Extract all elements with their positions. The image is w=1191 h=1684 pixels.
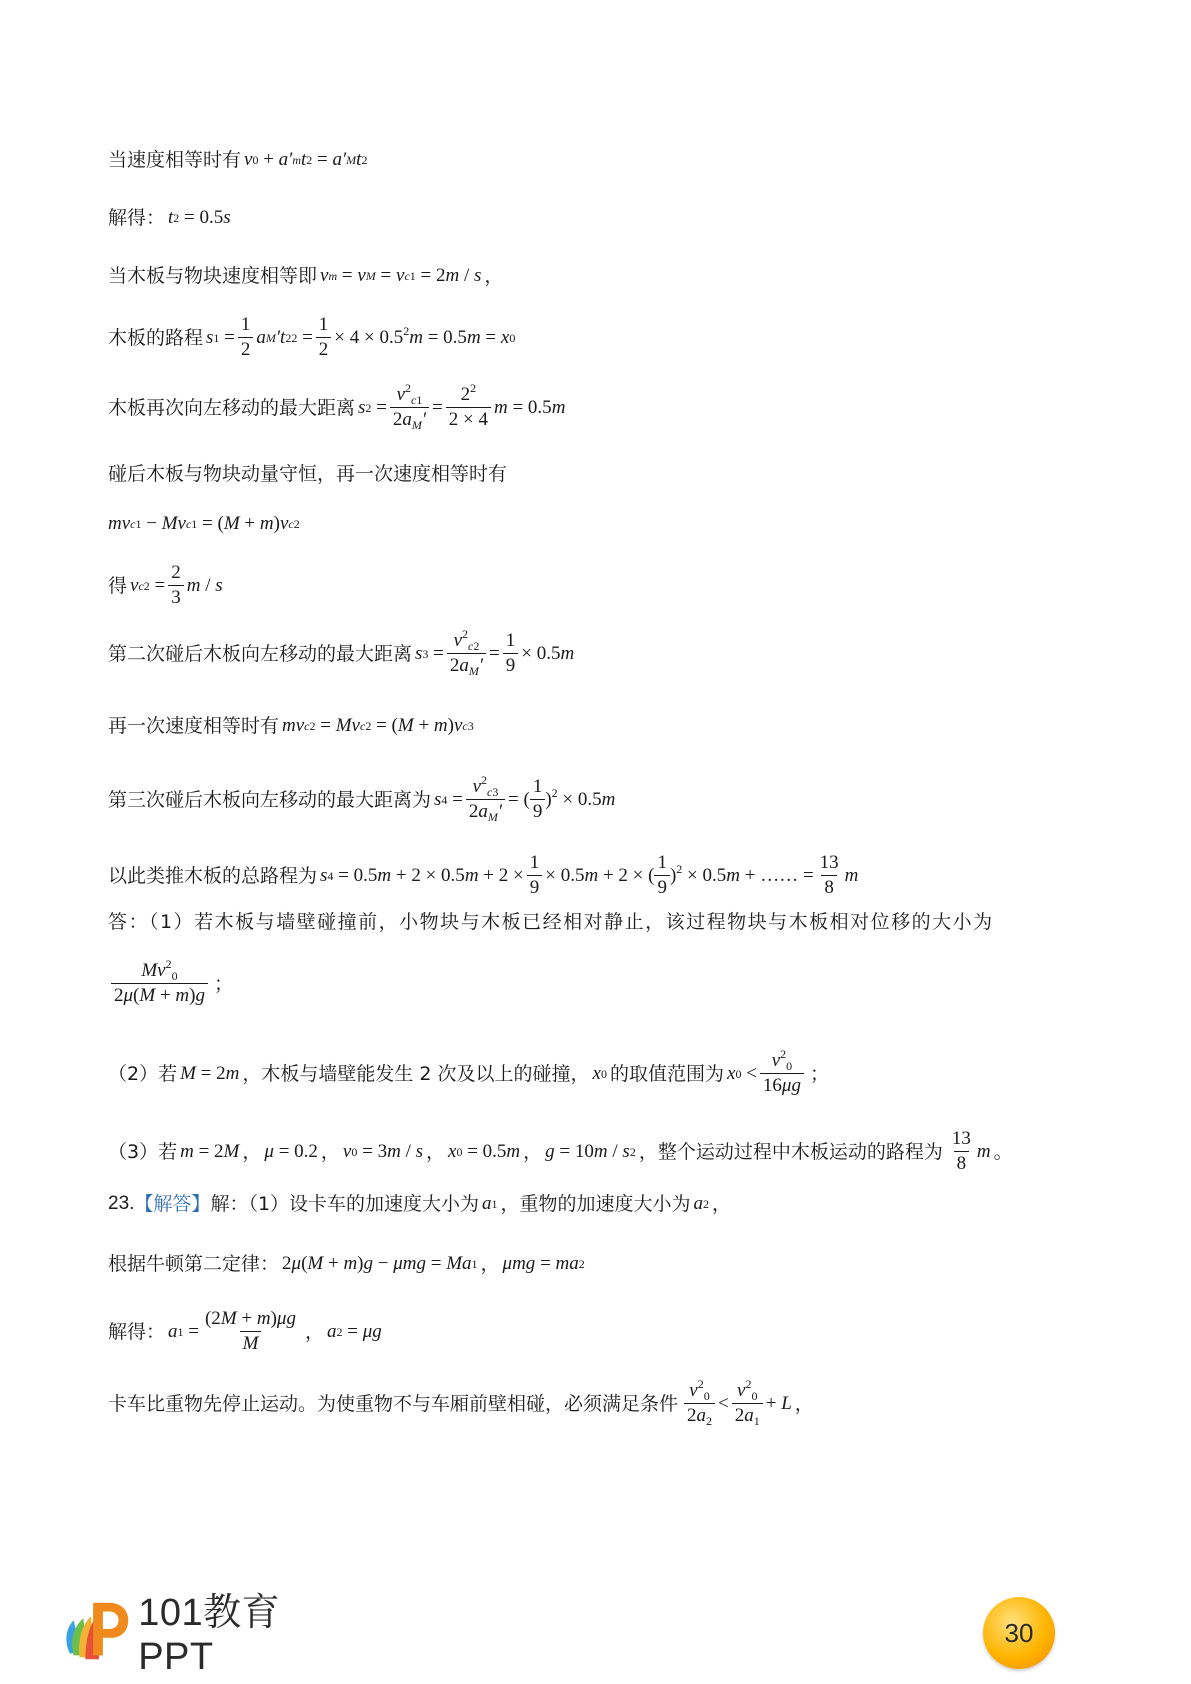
text-line-velocity-equal: 当速度相等时有 v 0 + a′ m t 2 = a′ M t 2 [108,146,370,174]
equation: μ = 0.2 [264,1140,318,1162]
text-line-solve-t2: 解得： t 2 = 0.5 s [108,204,234,232]
text-line-velocity-equal-again: 再一次速度相等时有 mv c2 = Mv c2 = ( M + m ) v c3 [108,712,477,740]
brand-logo [60,1592,350,1678]
equation: s 4 = 0.5 m + 2 × 0.5 m + 2 × $\frac{1}{9}$ × 0.5 m + 2 × ( $\frac{1}{9}$ )$^2$ × 0.5 m + …… = $\frac{13}{8}$ m [320,852,859,898]
equation: a 2 [693,1193,710,1214]
equation: a 1 = $\frac{(2M + m)\mu g}{M}$ [168,1308,296,1354]
text-line-total-path: 以此类推木板的总路程为 s 4 = 0.5 m + 2 × 0.5 m + 2 × $\frac{1}{9}$ × 0.5 m + 2 × ( $\frac{1}{9}$ )$^2$ × 0.5 m + …… = $\frac{13}{8}$ m [108,852,859,898]
text-line-solve-a1-a2: 解得： a 1 = $\frac{(2M + m)\mu g}{M}$ ， a 2 = μg [108,1308,382,1354]
equation: t 2 = 0.5 s [168,207,231,228]
text-line-truck-condition: 卡车比重物先停止运动。为使重物不与车厢前壁相碰，必须满足条件 $\frac{v^2_0}{2a_2}$ < $\frac{v^2_0}{2a_1}$ + L ， [108,1377,814,1428]
equation: 2 μ ( M + m ) g − μmg = Ma 1 [282,1253,478,1274]
equation: x 0 < $\frac{v^2_0}{16\mu g}$ [727,1050,807,1097]
equation: a 2 = μg [326,1320,382,1342]
text-line-get-vc2: 得 v c2 = $\frac{2}{3}$ m / s [108,562,223,608]
logo-text: 101教育PPT [138,1592,281,1678]
equation: s 2 = $\frac{v^2_{c1}}{2a_M'}$ = $\frac{2^2}{2 \times 4}$ m = 0.5 m [358,381,566,432]
equation: m = 2 M [180,1140,240,1162]
equation: $\frac{Mv^2_0}{2\mu(M + m)g}$ [108,960,211,1007]
text-line-board-max-distance-s2: 木板再次向左移动的最大距离 s 2 = $\frac{v^2_{c1}}{2a_M'}$ = $\frac{2^2}{2 \times 4}$ m = 0.5 m [108,381,566,432]
text-line-third-collision-s4: 第三次碰后木板向左移动的最大距离为 s 4 = $\frac{v^2_{c3}}{2a_M'}$ = ( $\frac{1}{9}$ )$^2$ × 0.5 m [108,773,616,824]
equation: s 3 = $\frac{v^2_{c2}}{2a_M'}$ = $\frac{1}{9}$ × 0.5 m [415,627,575,678]
equation: a 1 [482,1193,498,1214]
answer-part-3: （3）若 m = 2 M ， μ = 0.2 ， v 0 = 3 m / s ， x 0 = 0.5 m ， g = 10 m / s 2 ，整个运动过程中木板运动的路程为 $\frac{13}{8}$ m 。 [108,1128,1013,1174]
logo-icon [60,1594,130,1666]
equation: s 4 = $\frac{v^2_{c3}}{2a_M'}$ = ( $\frac{1}{9}$ )$^2$ × 0.5 m [434,773,616,824]
text-line-momentum-conservation: 碰后木板与物块动量守恒，再一次速度相等时有 [108,463,508,485]
equation: M = 2 m [180,1062,240,1084]
solution-tag: 【解答】 [134,1193,211,1215]
equation: v 0 + a′ m t 2 = a′ M t 2 [244,149,368,170]
answer-part-1: 答：（1）若木板与墙壁碰撞前，小物块与木板已经相对静止，该过程物块与木板相对位移的大小为 [108,911,994,933]
answer-part-1-formula: $\frac{Mv^2_0}{2\mu(M + m)g}$ ； [108,960,233,1007]
text-line-board-path-s1: 木板的路程 s 1 = $\frac{1}{2}$ a M ′t 2 2 = $\frac{1}{2}$ × $4 \times 0.5^2$ m = 0.5 m = x 0 [108,314,516,360]
equation: x 0 = 0.5 m [448,1140,521,1162]
equation: v c2 = $\frac{2}{3}$ m / s [130,562,223,608]
text-line-second-collision-s3: 第二次碰后木板向左移动的最大距离 s 3 = $\frac{v^2_{c2}}{2a_M'}$ = $\frac{1}{9}$ × 0.5 m [108,627,575,678]
equation: $\frac{v^2_0}{2a_2}$ < $\frac{v^2_0}{2a_1}$ + L [681,1380,792,1427]
equation: s 1 = $\frac{1}{2}$ a M ′t 2 2 = $\frac{1}{2}$ × $4 \times 0.5^2$ m = 0.5 m = x 0 [206,314,516,360]
equation: x 0 [592,1062,607,1084]
text-line-momentum-equation [108,510,303,538]
equation: v m = v M = v c1 = 2 m / s [320,265,482,286]
answer-part-2: （2）若 M = 2 m ，木板与墙壁能发生 2 次及以上的碰撞， x 0 的取值范围为 x 0 < $\frac{v^2_0}{16\mu g}$ ； [108,1047,829,1096]
equation: mv c2 = Mv c2 = ( M + m ) v c3 [282,715,474,736]
equation: v 0 = 3 m / s [342,1140,423,1162]
page-number-badge: 30 [983,1597,1055,1669]
equation: $\frac{13}{8}$ m [951,1128,991,1174]
question-23-intro: 23. 【解答】 解：（1）设卡车的加速度大小为 a 1 ，重物的加速度大小为 a 2 ， [108,1190,731,1218]
equation: mv c1 − Mv c1 = ( M + m ) v c2 [108,513,300,534]
text-line-newton-second-law: 根据牛顿第二定律： 2 μ ( M + m ) g − μmg = Ma 1 ， μmg = ma 2 [108,1250,588,1278]
text-line-board-block-speed: 当木板与物块速度相等即 v m = v M = v c1 = 2 m / s ， [108,262,503,290]
equation: g = 10 m / s 2 [545,1140,636,1162]
equation: μmg = ma 2 [502,1253,585,1274]
